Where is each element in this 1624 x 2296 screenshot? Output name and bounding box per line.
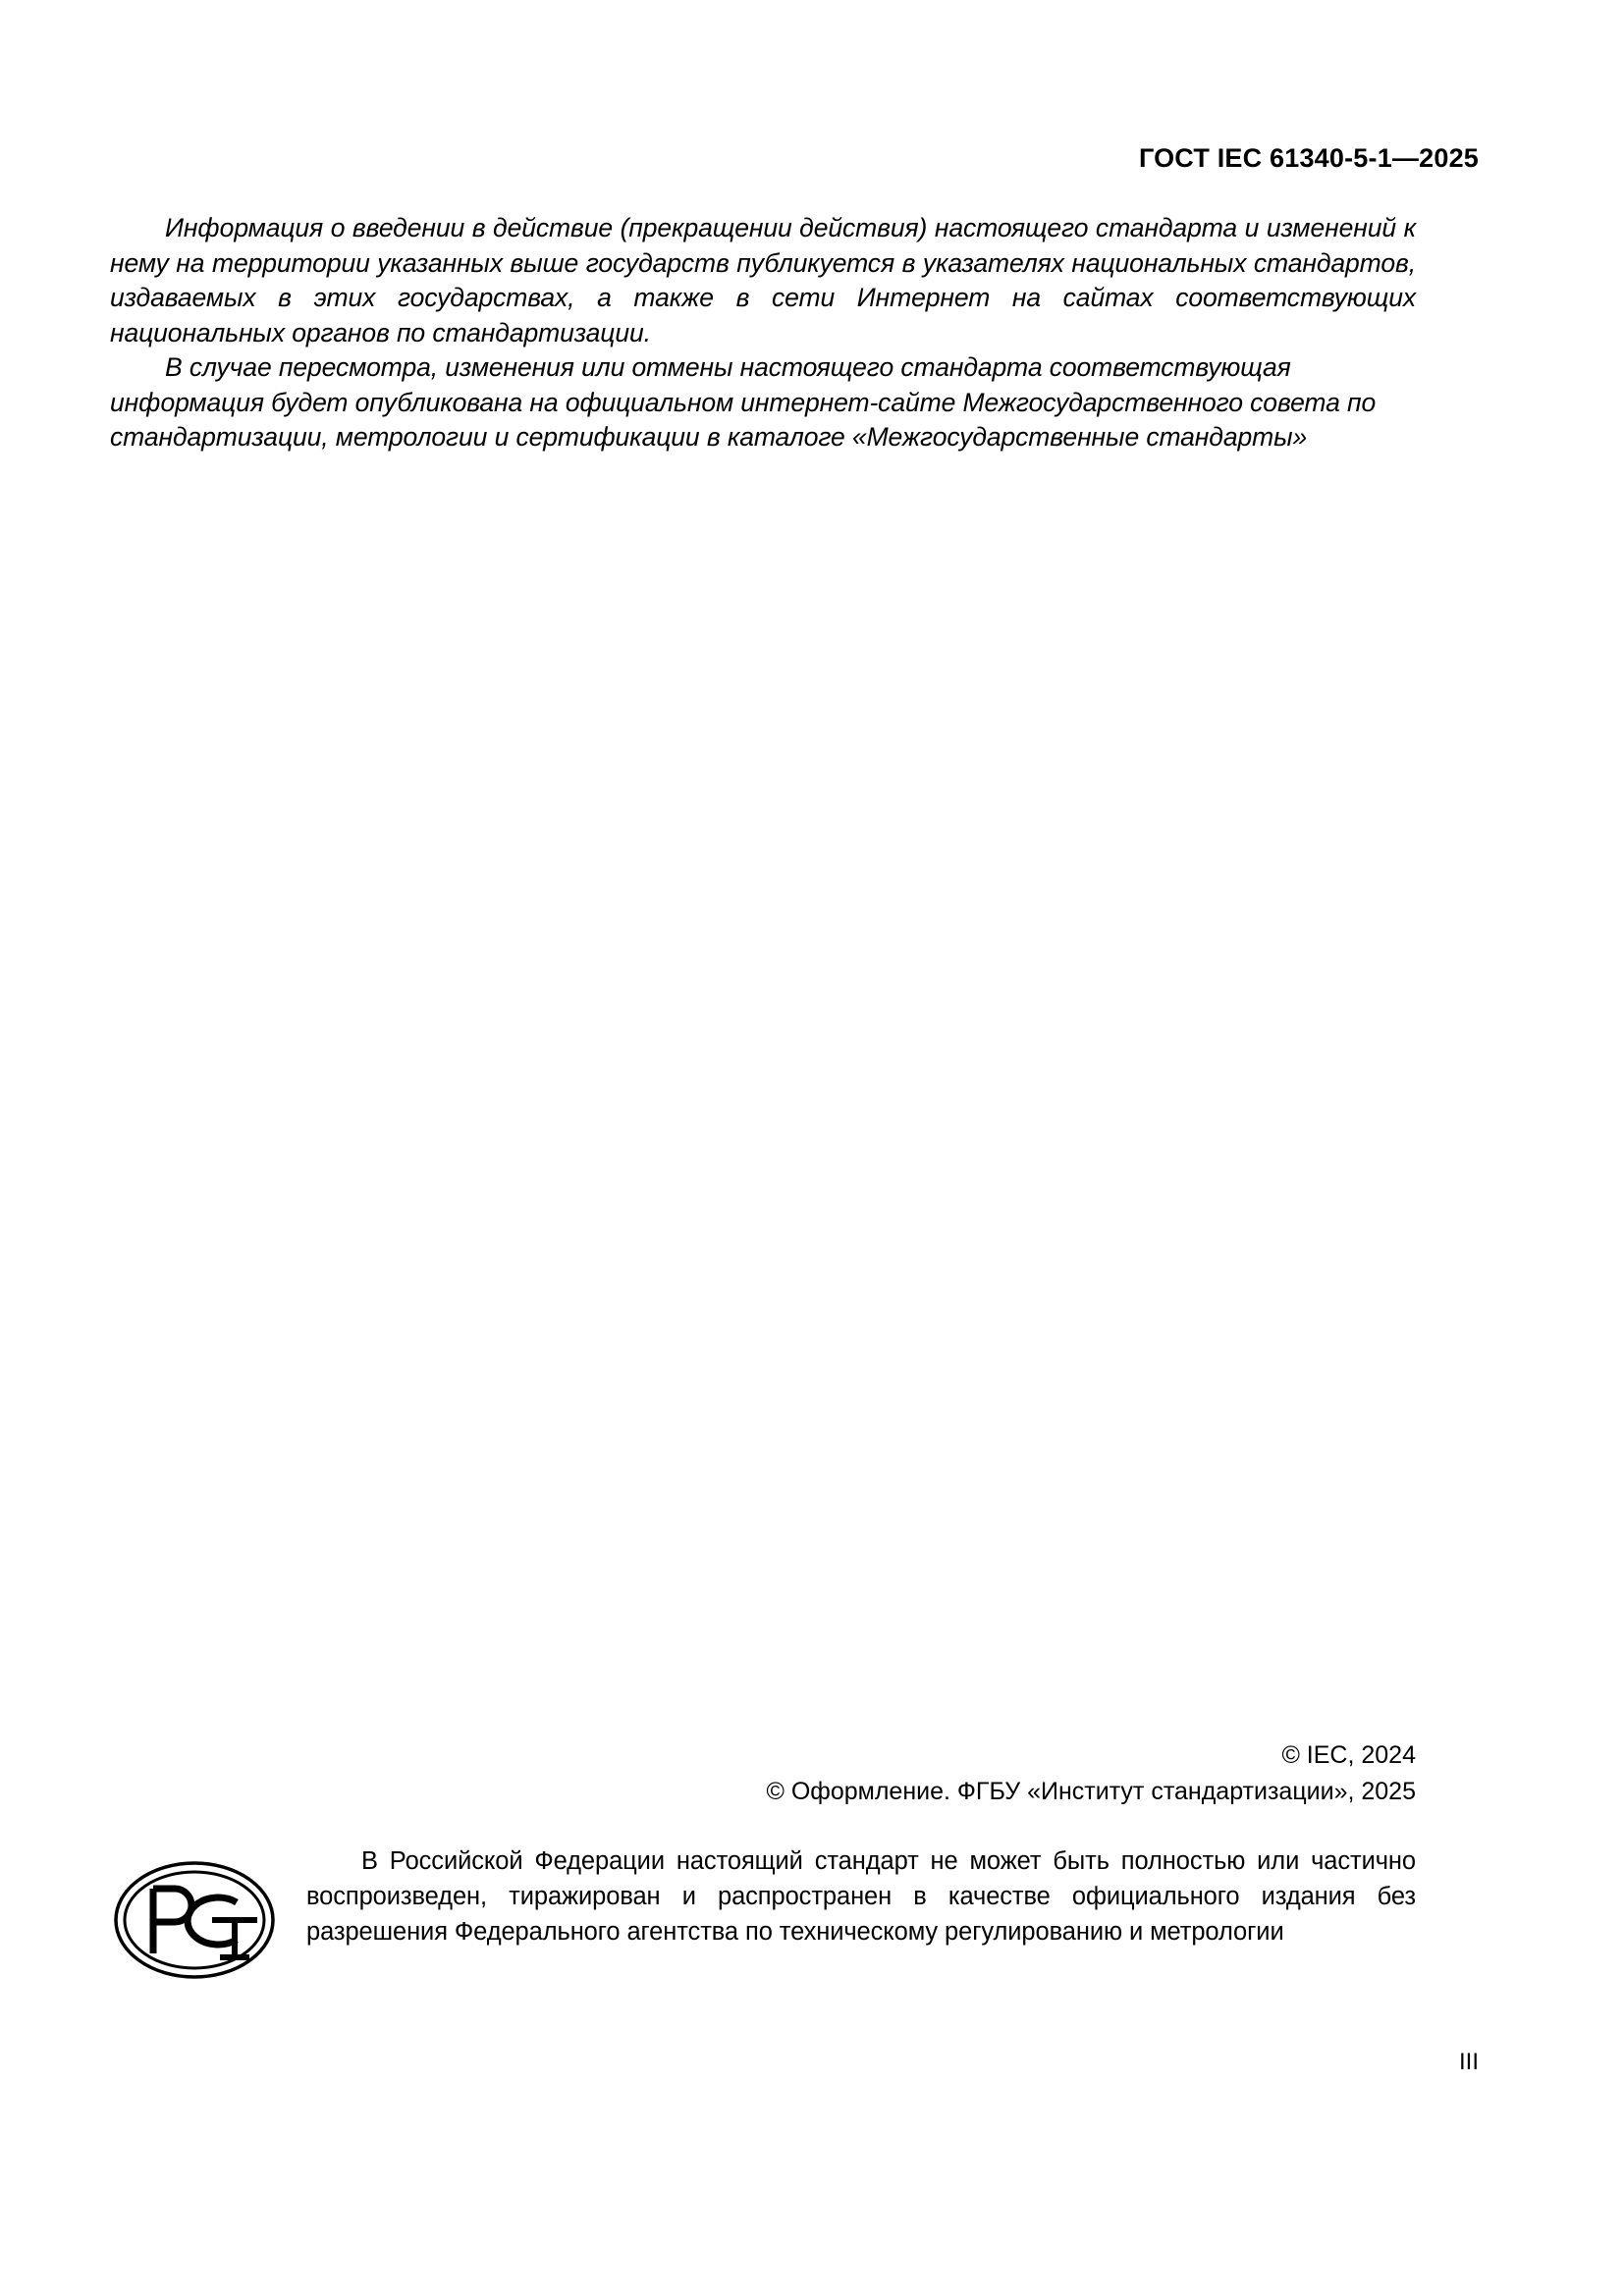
intro-text-block [110, 211, 1416, 455]
reproduction-notice: В Российской Федерации настоящий стандарт не может быть полностью или частично воспроизведен, тиражирован и распространен в качестве официального издания без разрешения Федерального агентства по техническому регулированию и метрологии [306, 1847, 1416, 1946]
copyright-line-iec: © IEC, 2024 [1281, 1741, 1416, 1769]
copyright-line-design: © Оформление. ФГБУ «Институт стандартизации», 2025 [766, 1778, 1416, 1805]
rosstandart-emblem-icon [110, 1851, 279, 1989]
paragraph-publication-info: Информация о введении в действие (прекращении действия) настоящего стандарта и изменений к нему на территории указанных выше государств публикуется в указателях национальных стандартов, издаваемых в этих государствах, а также в сети Интернет на сайтах соответствующих национальных органов по стандартизации. [110, 213, 1416, 347]
page-header-standard-code: ГОСТ IEC 61340-5-1—2025 [1138, 143, 1479, 173]
page-number: III [1458, 2049, 1479, 2075]
footer-block [110, 1843, 1416, 1949]
paragraph-revision-info: В случае пересмотра, изменения или отмены настоящего стандарта соответствующая информация будет опубликована на официальном интернет-сайте Межгосударственного совета по стандартизации, метрологии и сертификации в каталоге «Межгосударственные стандарты» [110, 352, 1377, 452]
copyright-block [110, 1737, 1416, 1810]
